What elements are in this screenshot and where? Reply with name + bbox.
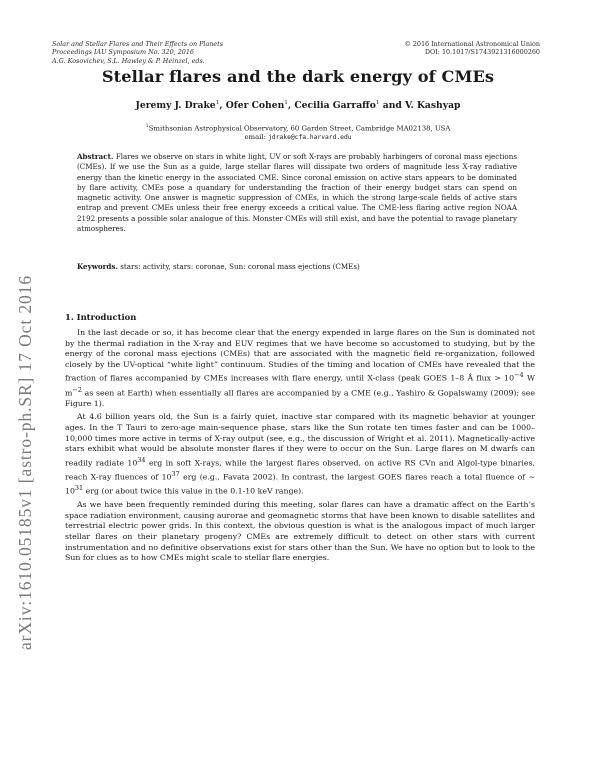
author-list xyxy=(48,100,548,111)
affiliation xyxy=(48,122,548,142)
paragraph xyxy=(65,328,535,409)
arxiv-stamp-svg xyxy=(4,180,46,655)
paragraph-text: erg (e.g., Favata 2002). In contrast, the largest GOES flares reach a total fluence of ∼ 10 xyxy=(65,472,536,496)
paragraph-text: At 4.6 billion years old, the Sun is a fairly quiet, inactive star compared with its magnetic behavior at younger ages. In the T Tauri to zero-age main-sequence phase, stars like the Sun rotate ten times faster and can be 1000–10,000 times more active in terms of X-ray output (see, e.g., the discussion of Wright et al. 2011). Magnetically-active stars exhibit what would be absolute monster flares if they were to occur on the Sun. Large flares on M dwarfs can readily radiate 10 xyxy=(65,412,535,468)
paragraph-text: erg (or about twice this value in the 0.1-10 keV range). xyxy=(83,486,304,496)
author-separator: , xyxy=(287,100,295,112)
exponent: −2 xyxy=(72,385,82,394)
exponent: 34 xyxy=(137,455,146,464)
copyright-line: © 2016 International Astronomical Union xyxy=(404,40,540,48)
header-left-line: Proceedings IAU Symposium No. 320, 2016 xyxy=(52,48,194,57)
paragraph-text: In the last decade or so, it has become clear that the energy expended in large flares on the Sun is dominated not by the thermal radiation in the X-ray and EUV regimes that we have become so accustomed to studying, but by the energy of the coronal mass ejections (CMEs) that are associated with the magnetic field re-organization, followed closely by the UV-optical “white light” continuum. Studies of the timing and location of CMEs have revealed that the fraction of flares accompanied by CMEs increases with flare energy, until X-class (peak GOES 1–8 Å flux > 10 xyxy=(65,328,535,383)
proceedings-header xyxy=(52,40,223,65)
section-title: Introduction xyxy=(76,312,137,322)
email-label: email: xyxy=(244,133,266,142)
exponent: 31 xyxy=(74,484,84,493)
arxiv-stamp-text: arXiv:1610.05185v1 [astro-ph.SR] 17 Oct 2016 xyxy=(15,275,35,650)
exponent: −4 xyxy=(514,371,524,380)
copyright-doi-header xyxy=(404,40,540,57)
affiliation-mark: 1 xyxy=(145,124,149,129)
keywords xyxy=(77,262,517,272)
section-number: 1. xyxy=(65,312,74,322)
section-heading-introduction xyxy=(65,312,136,322)
header-left-line: Solar and Stellar Flares and Their Effects on Planets xyxy=(52,40,224,48)
paper-title: Stellar flares and the dark energy of CMEs xyxy=(101,67,495,86)
exponent: 37 xyxy=(171,469,180,478)
introduction-body xyxy=(65,328,535,567)
keywords-label: Keywords. xyxy=(77,262,118,271)
affiliation-text: Smithsonian Astrophysical Observatory, 60 Garden Street, Cambridge MA02138, USA xyxy=(148,124,451,133)
header-left-line: A.G. Kosovichev, S.L. Hawley & P. Heinzel, eds. xyxy=(52,56,205,65)
author-name: Ofer Cohen xyxy=(225,100,285,112)
paragraph xyxy=(65,412,535,497)
abstract-label: Abstract. xyxy=(77,152,114,161)
author-name: V. Kashyap xyxy=(405,100,461,112)
keywords-text: stars: activity, stars: coronae, Sun: coronal mass ejections (CMEs) xyxy=(120,262,360,271)
paragraph-text: W m xyxy=(65,373,535,398)
author-affil-mark: 1 xyxy=(215,100,220,106)
paragraph-text: erg in soft X-rays, while the largest flares observed, on active RS CVn and Algol-type binaries, reach X-ray fluences of 10 xyxy=(65,458,535,482)
author-name: Jeremy J. Drake xyxy=(135,100,216,112)
doi-link[interactable]: DOI: 10.1017/S1743921316000260 xyxy=(424,48,540,57)
author-separator: , xyxy=(219,100,226,112)
paragraph-text: as seen at Earth) when essentially all flares are accompanied by a CME (e.g., Yashiro & Gopalswamy (2009); see Figure 1). xyxy=(65,388,535,408)
arxiv-identifier-stamp xyxy=(4,180,46,655)
abstract xyxy=(77,152,517,234)
author-name: Cecilia Garraffo xyxy=(294,100,376,112)
author-affil-mark: 1 xyxy=(284,100,288,106)
author-affil-mark: 1 xyxy=(375,100,380,106)
paragraph: As we have been frequently reminded during this meeting, solar flares can have a dramatic affect on the Earth’s space radiation environment, causing aurorae and geomagnetic storms that have been known to disable satellites and terrestrial electric power grids. In this context, the obvious question is what is the analogous impact of much larger stellar flares on their planetary progeny? CMEs are extremely difficult to detect on other stars with current instrumentation and no definitive observations exist for stars other than the Sun. We have no option but to look to the Sun for clues as to how CMEs might scale to stellar flare energies. xyxy=(65,500,535,563)
author-separator: and xyxy=(379,100,406,112)
abstract-text: Flares we observe on stars in white light, UV or soft X-rays are probably harbingers of coronal mass ejections (CMEs). If we use the Sun as a guide, large stellar flares will dissipate two orders of magnitude less X-ray radiative energy than the kinetic energy in the associated CME. Since coronal emission on active stars appears to be dominated by flare activity, CMEs pose a quandary for understanding the fraction of their energy budget stars can spend on magnetic activity. One answer is magnetic suppression of CMEs, in which the strong large-scale fields of active stars entrap and prevent CMEs unless their free energy exceeds a critical value. The CME-less flaring active region NOAA 2192 presents a possible solar analogue of this. Monster CMEs will still exist, and have the potential to ravage planetary atmospheres. xyxy=(77,152,517,234)
email-link[interactable]: jdrake@cfa.harvard.edu xyxy=(268,134,352,142)
